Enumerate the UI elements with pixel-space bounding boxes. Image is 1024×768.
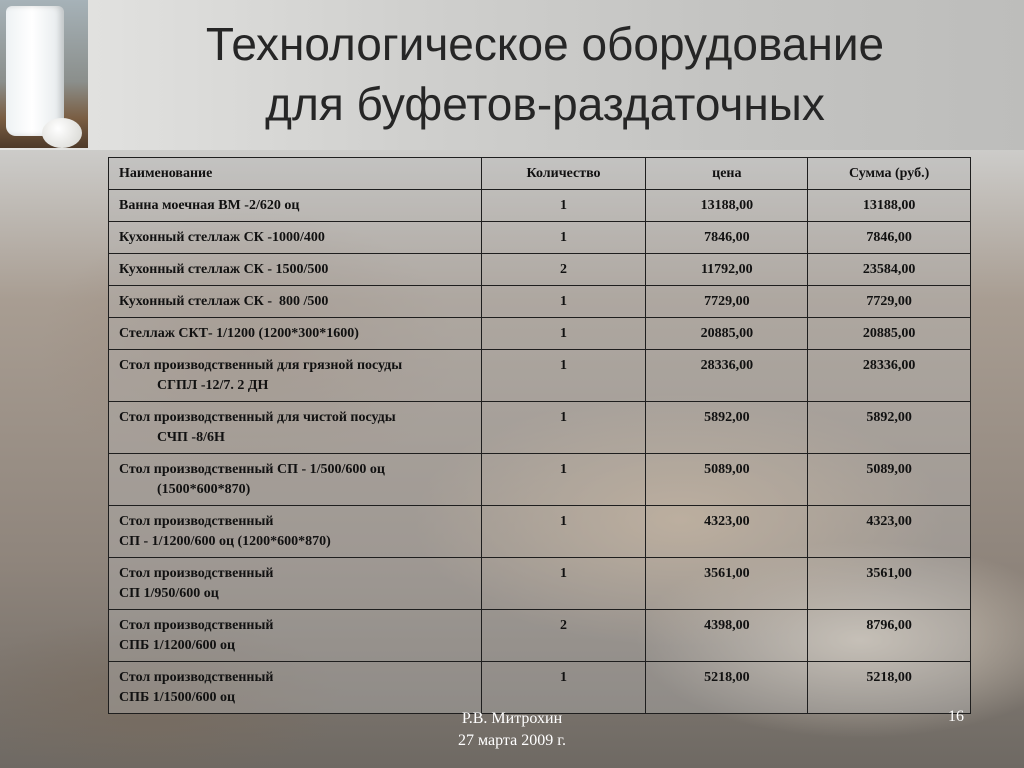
- cell-sum: 20885,00: [808, 318, 971, 350]
- cell-name-line-2: СПБ 1/1200/600 оц: [119, 638, 236, 653]
- cell-price: 5089,00: [646, 454, 808, 506]
- cell-name: [109, 558, 482, 610]
- cell-name-line-2: СП - 1/1200/600 оц (1200*600*870): [119, 534, 331, 549]
- cell-quantity: 1: [481, 350, 646, 402]
- cell-price: 13188,00: [646, 190, 808, 222]
- table-row: [109, 454, 971, 506]
- cell-sum: 5892,00: [808, 402, 971, 454]
- title-line-2: для буфетов-раздаточных: [265, 78, 825, 130]
- cell-quantity: 1: [481, 402, 646, 454]
- table-row: [109, 318, 971, 350]
- cell-sum: 4323,00: [808, 506, 971, 558]
- cell-sum: 8796,00: [808, 610, 971, 662]
- cell-sum: 7846,00: [808, 222, 971, 254]
- cell-name-line-2: СПБ 1/1500/600 оц: [119, 690, 236, 705]
- cell-sum: 7729,00: [808, 286, 971, 318]
- cell-name-line-1: Стол производственный для чистой посуды: [119, 410, 396, 425]
- egg-image: [42, 118, 82, 148]
- table-row: [109, 506, 971, 558]
- footer-author: Р.В. Митрохин: [461, 710, 563, 727]
- cell-name-line-1: Стол производственный: [119, 514, 274, 529]
- cell-quantity: 1: [481, 506, 646, 558]
- cell-quantity: 1: [481, 318, 646, 350]
- cell-name: [109, 402, 482, 454]
- cell-name-line-2: СГПЛ -12/7. 2 ДН: [157, 378, 269, 393]
- cell-price: 11792,00: [646, 254, 808, 286]
- cell-name: Кухонный стеллаж СК - 800 /500: [109, 286, 482, 318]
- cell-name: Стеллаж СКТ- 1/1200 (1200*300*1600): [109, 318, 482, 350]
- header-sum: Сумма (руб.): [808, 158, 971, 190]
- cell-price: 4323,00: [646, 506, 808, 558]
- cell-name: Кухонный стеллаж СК -1000/400: [109, 222, 482, 254]
- cell-quantity: 1: [481, 454, 646, 506]
- cell-quantity: 1: [481, 558, 646, 610]
- table-row: [109, 222, 971, 254]
- cell-name-line-1: Стол производственный СП - 1/500/600 оц: [119, 462, 385, 477]
- cell-name: [109, 454, 482, 506]
- cell-sum: 5089,00: [808, 454, 971, 506]
- cell-quantity: 1: [481, 286, 646, 318]
- milk-glass-photo: [0, 0, 88, 148]
- footer: [400, 708, 624, 752]
- table-row: [109, 610, 971, 662]
- equipment-table: [108, 157, 971, 714]
- cell-price: 4398,00: [646, 610, 808, 662]
- cell-name-line-1: Стол производственный: [119, 566, 274, 581]
- cell-sum: 13188,00: [808, 190, 971, 222]
- cell-price: 20885,00: [646, 318, 808, 350]
- cell-sum: 5218,00: [808, 662, 971, 714]
- cell-name: [109, 610, 482, 662]
- table-header-row: [109, 158, 971, 190]
- cell-name: Ванна моечная ВМ -2/620 оц: [109, 190, 482, 222]
- table-row: [109, 402, 971, 454]
- cell-price: 5892,00: [646, 402, 808, 454]
- cell-quantity: 2: [481, 254, 646, 286]
- milk-glass-image: [6, 6, 64, 136]
- cell-quantity: 2: [481, 610, 646, 662]
- table-row: [109, 350, 971, 402]
- cell-quantity: 1: [481, 190, 646, 222]
- cell-sum: 23584,00: [808, 254, 971, 286]
- cell-price: 28336,00: [646, 350, 808, 402]
- title-line-1: Технологическое оборудование: [205, 18, 885, 70]
- cell-name: Кухонный стеллаж СК - 1500/500: [109, 254, 482, 286]
- table-row: [109, 662, 971, 714]
- slide-title: [100, 14, 990, 134]
- cell-price: 5218,00: [646, 662, 808, 714]
- footer-date: 27 марта 2009 г.: [458, 732, 566, 749]
- cell-name: [109, 350, 482, 402]
- cell-name-line-1: Стол производственный: [119, 670, 274, 685]
- cell-quantity: 1: [481, 222, 646, 254]
- table-row: [109, 558, 971, 610]
- cell-name-line-1: Стол производственный для грязной посуды: [119, 358, 403, 373]
- cell-price: 7729,00: [646, 286, 808, 318]
- cell-name-line-2: (1500*600*870): [157, 482, 251, 497]
- cell-price: 3561,00: [646, 558, 808, 610]
- header-price: цена: [646, 158, 808, 190]
- page-number: 16: [948, 708, 964, 725]
- header-name: Наименование: [109, 158, 482, 190]
- cell-name: [109, 506, 482, 558]
- cell-name-line-2: СЧП -8/6Н: [157, 430, 225, 445]
- cell-name: [109, 662, 482, 714]
- cell-name-line-2: СП 1/950/600 оц: [119, 586, 219, 601]
- header-quantity: Количество: [481, 158, 646, 190]
- table-row: [109, 286, 971, 318]
- cell-sum: 28336,00: [808, 350, 971, 402]
- table-row: [109, 190, 971, 222]
- cell-quantity: 1: [481, 662, 646, 714]
- cell-name-line-1: Стол производственный: [119, 618, 274, 633]
- table-row: [109, 254, 971, 286]
- cell-sum: 3561,00: [808, 558, 971, 610]
- cell-price: 7846,00: [646, 222, 808, 254]
